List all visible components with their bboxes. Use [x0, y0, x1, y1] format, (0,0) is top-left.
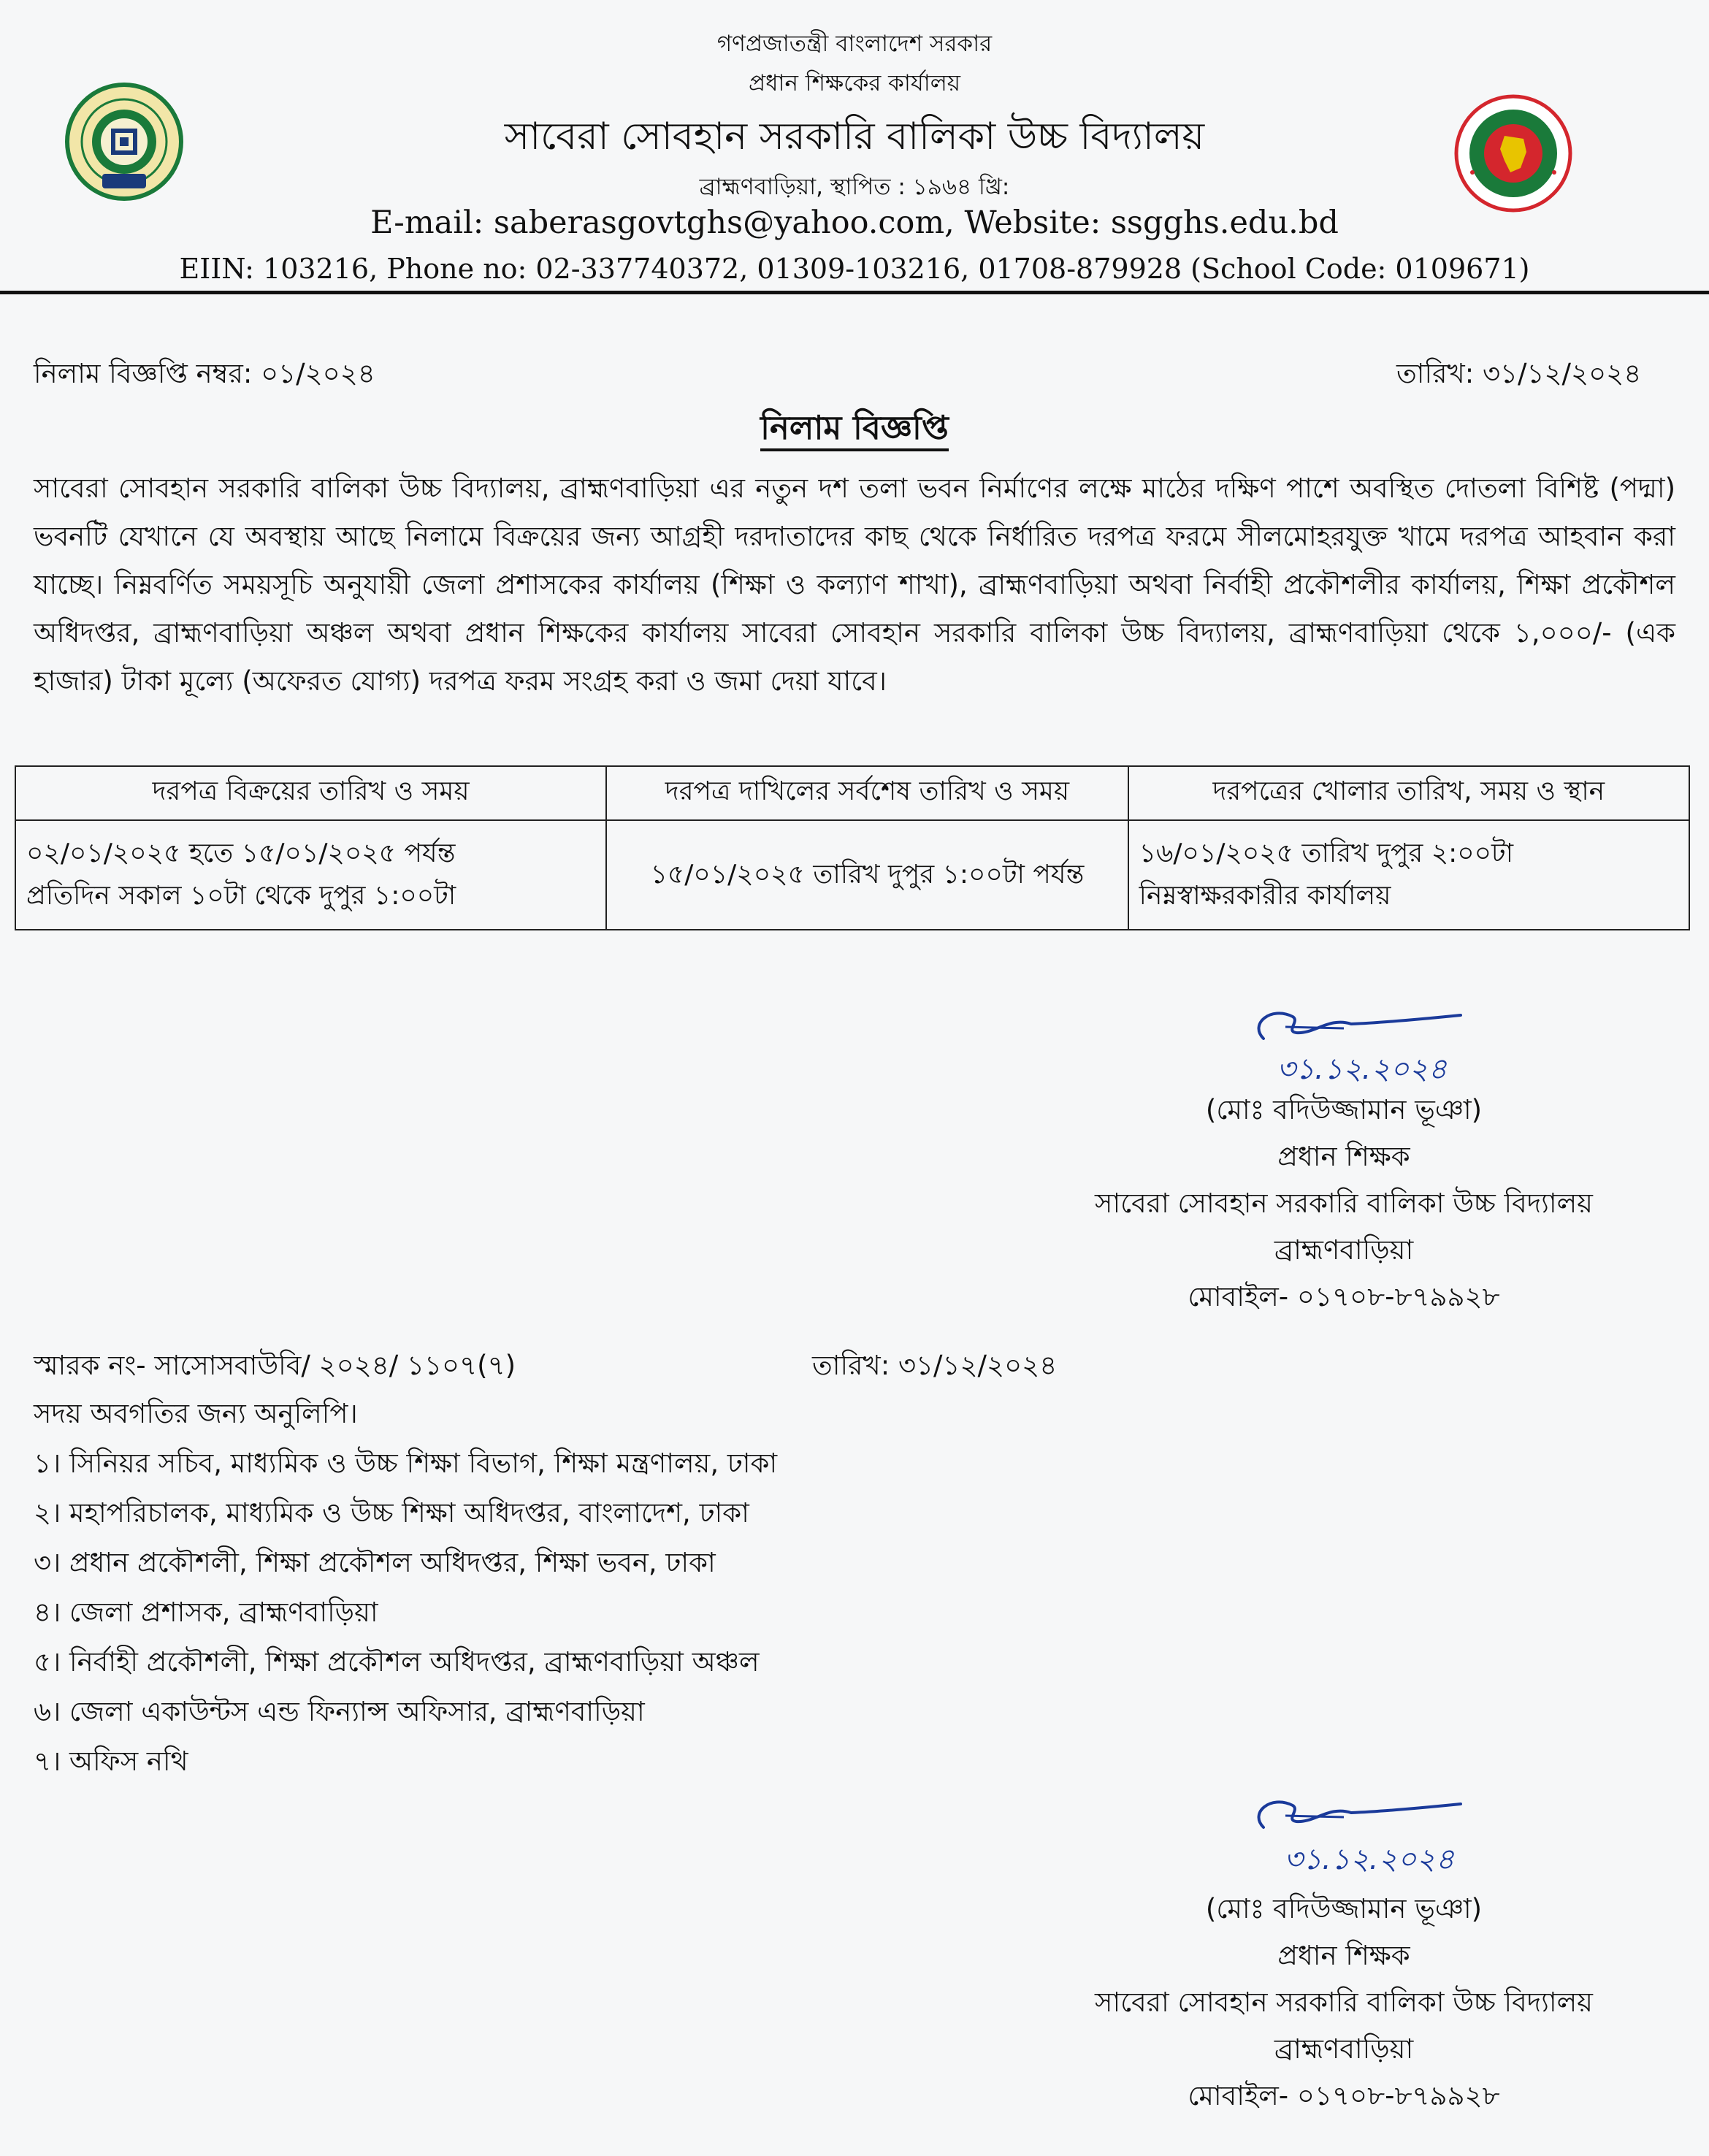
notice-title [0, 403, 1709, 458]
cc-list [34, 1439, 777, 1786]
notice-date: তারিখ: ৩১/১২/২০২৪ [1396, 358, 1642, 389]
signatory-designation: প্রধান শিক্ষক [1277, 1940, 1410, 1971]
signatory-block [1022, 1886, 1665, 2119]
notice-body: সাবেরা সোবহান সরকারি বালিকা উচ্চ বিদ্যালয়, ব্রাহ্মণবাড়িয়া এর নতুন দশ তলা ভবন নির্মাণের লক্ষে মাঠের দক্ষিণ পাশে অবস্থিত দোতলা বিশিষ্ট (পদ্মা) ভবনটি যেখানে যে অবস্থায় আছে নিলামে বিক্রয়ের জন্য আগ্রহী দরদাতাদের কাছ থেকে নির্ধারিত দরপত্র ফরমে সীলমোহরযুক্ত খামে দরপত্র আহবান করা যাচ্ছে। নিম্নবর্ণিত সময়সূচি অনুযায়ী জেলা প্রশাসকের কার্যালয় (শিক্ষা ও কল্যাণ শাখা), ব্রাহ্মণবাড়িয়া অথবা নির্বাহী প্রকৌশলীর কার্যালয়, শিক্ষা প্রকৌশল অধিদপ্তর, ব্রাহ্মণবাড়িয়া অঞ্চল অথবা প্রধান শিক্ষকের কার্যালয় সাবেরা সোবহান সরকারি বালিকা উচ্চ বিদ্যালয়, ব্রাহ্মণবাড়িয়া থেকে ১,০০০/- (এক হাজার) টাকা মূল্যে (অফেরত যোগ্য) দরপত্র ফরম সংগ্রহ করা ও জমা দেয়া যাবে। [34, 473, 1675, 697]
cc-label: সদয় অবগতির জন্য অনুলিপি। [34, 1398, 358, 1429]
cc-item: ৩। প্রধান প্রকৌশলী, শিক্ষা প্রকৌশল অধিদপ্তর, শিক্ষা ভবন, ঢাকা [34, 1547, 716, 1578]
memo-date: তারিখ: ৩১/১২/২০২৪ [812, 1350, 1058, 1381]
opening-time: ১৬/০১/২০২৫ তারিখ দুপুর ২:০০টা [1139, 838, 1514, 868]
signatory-school: সাবেরা সোবহান সরকারি বালিকা উচ্চ বিদ্যালয় [1095, 1987, 1593, 2018]
schedule-table [15, 765, 1690, 930]
signature-date: ৩১.১২.২০২৪ [1284, 1843, 1455, 1876]
signatory-district: ব্রাহ্মণবাড়িয়া [1274, 1234, 1414, 1266]
handwritten-signature-icon [1242, 1791, 1475, 1842]
signatory-name: (মোঃ বদিউজ্জামান ভূঞা) [1205, 1094, 1483, 1125]
schedule-header-sale: দরপত্র বিক্রয়ের তারিখ ও সময় [15, 766, 606, 820]
email-website: E-mail: saberasgovtghs@yahoo.com, Website: ssgghs.edu.bd [370, 204, 1339, 241]
school-emblem-icon [64, 82, 184, 202]
sale-hours: প্রতিদিন সকাল ১০টা থেকে দুপুর ১:০০টা [26, 881, 456, 911]
signatory-mobile: মোবাইল- ০১৭০৮-৮৭৯৯২৮ [1188, 2080, 1500, 2111]
sale-period: ০২/০১/২০২৫ হতে ১৫/০১/২০২৫ পর্যন্ত [26, 838, 456, 868]
cc-item: ৭। অফিস নথি [34, 1746, 188, 1777]
government-seal-icon [1453, 93, 1573, 213]
schedule-submission-cell: ১৫/০১/২০২৫ তারিখ দুপুর ১:০০টা পর্যন্ত [606, 820, 1128, 930]
signatory-school: সাবেরা সোবহান সরকারি বালিকা উচ্চ বিদ্যালয় [1095, 1188, 1593, 1219]
signature-date: ৩১.১২.২০২৪ [1277, 1052, 1448, 1086]
notice-title-text: নিলাম বিজ্ঞপ্তি [760, 408, 949, 451]
signatory-block [1022, 1087, 1665, 1320]
memo-number: স্মারক নং- সাসোসবাউবি/ ২০২৪/ ১১০৭(৭) [34, 1350, 516, 1381]
office-name: প্রধান শিক্ষকের কার্যালয় [748, 70, 961, 96]
eiin-phone: EIIN: 103216, Phone no: 02-337740372, 01309-103216, 01708-879928 (School Code: 0109671) [179, 253, 1530, 285]
cc-item: ৪। জেলা প্রশাসক, ব্রাহ্মণবাড়িয়া [34, 1597, 378, 1628]
schedule-header-submission: দরপত্র দাখিলের সর্বশেষ তারিখ ও সময় [606, 766, 1128, 820]
schedule-sale-cell [15, 820, 606, 930]
cc-item: ৬। জেলা একাউন্টস এন্ড ফিন্যান্স অফিসার, ব্রাহ্মণবাড়িয়া [34, 1696, 645, 1727]
signatory-name: (মোঃ বদিউজ্জামান ভূঞা) [1205, 1893, 1483, 1924]
schedule-header-opening: দরপত্রের খোলার তারিখ, সময় ও স্থান [1128, 766, 1689, 820]
signatory-designation: প্রধান শিক্ষক [1277, 1141, 1410, 1172]
cc-item: ২। মহাপরিচালক, মাধ্যমিক ও উচ্চ শিক্ষা অধিদপ্তর, বাংলাদেশ, ঢাকা [34, 1497, 749, 1529]
opening-place: নিম্নস্বাক্ষরকারীর কার্যালয় [1139, 881, 1391, 911]
cc-item: ৫। নির্বাহী প্রকৌশলী, শিক্ষা প্রকৌশল অধিদপ্তর, ব্রাহ্মণবাড়িয়া অঞ্চল [34, 1646, 760, 1678]
school-name: সাবেরা সোবহান সরকারি বালিকা উচ্চ বিদ্যালয় [504, 115, 1205, 158]
schedule-row [15, 820, 1689, 930]
schedule-header-row [15, 766, 1689, 820]
location-established: ব্রাহ্মণবাড়িয়া, স্থাপিত : ১৯৬৪ খ্রি: [699, 174, 1010, 200]
signatory-mobile: মোবাইল- ০১৭০৮-৮৭৯৯২৮ [1188, 1281, 1500, 1312]
govt-name: গণপ্রজাতন্ত্রী বাংলাদেশ সরকার [716, 31, 993, 57]
notice-number: নিলাম বিজ্ঞপ্তি নম্বর: ০১/২০২৪ [34, 358, 375, 389]
signatory-district: ব্রাহ্মণবাড়িয়া [1274, 2033, 1414, 2065]
header-divider [0, 291, 1709, 294]
schedule-opening-cell [1128, 820, 1689, 930]
cc-item: ১। সিনিয়র সচিব, মাধ্যমিক ও উচ্চ শিক্ষা বিভাগ, শিক্ষা মন্ত্রণালয়, ঢাকা [34, 1448, 778, 1479]
